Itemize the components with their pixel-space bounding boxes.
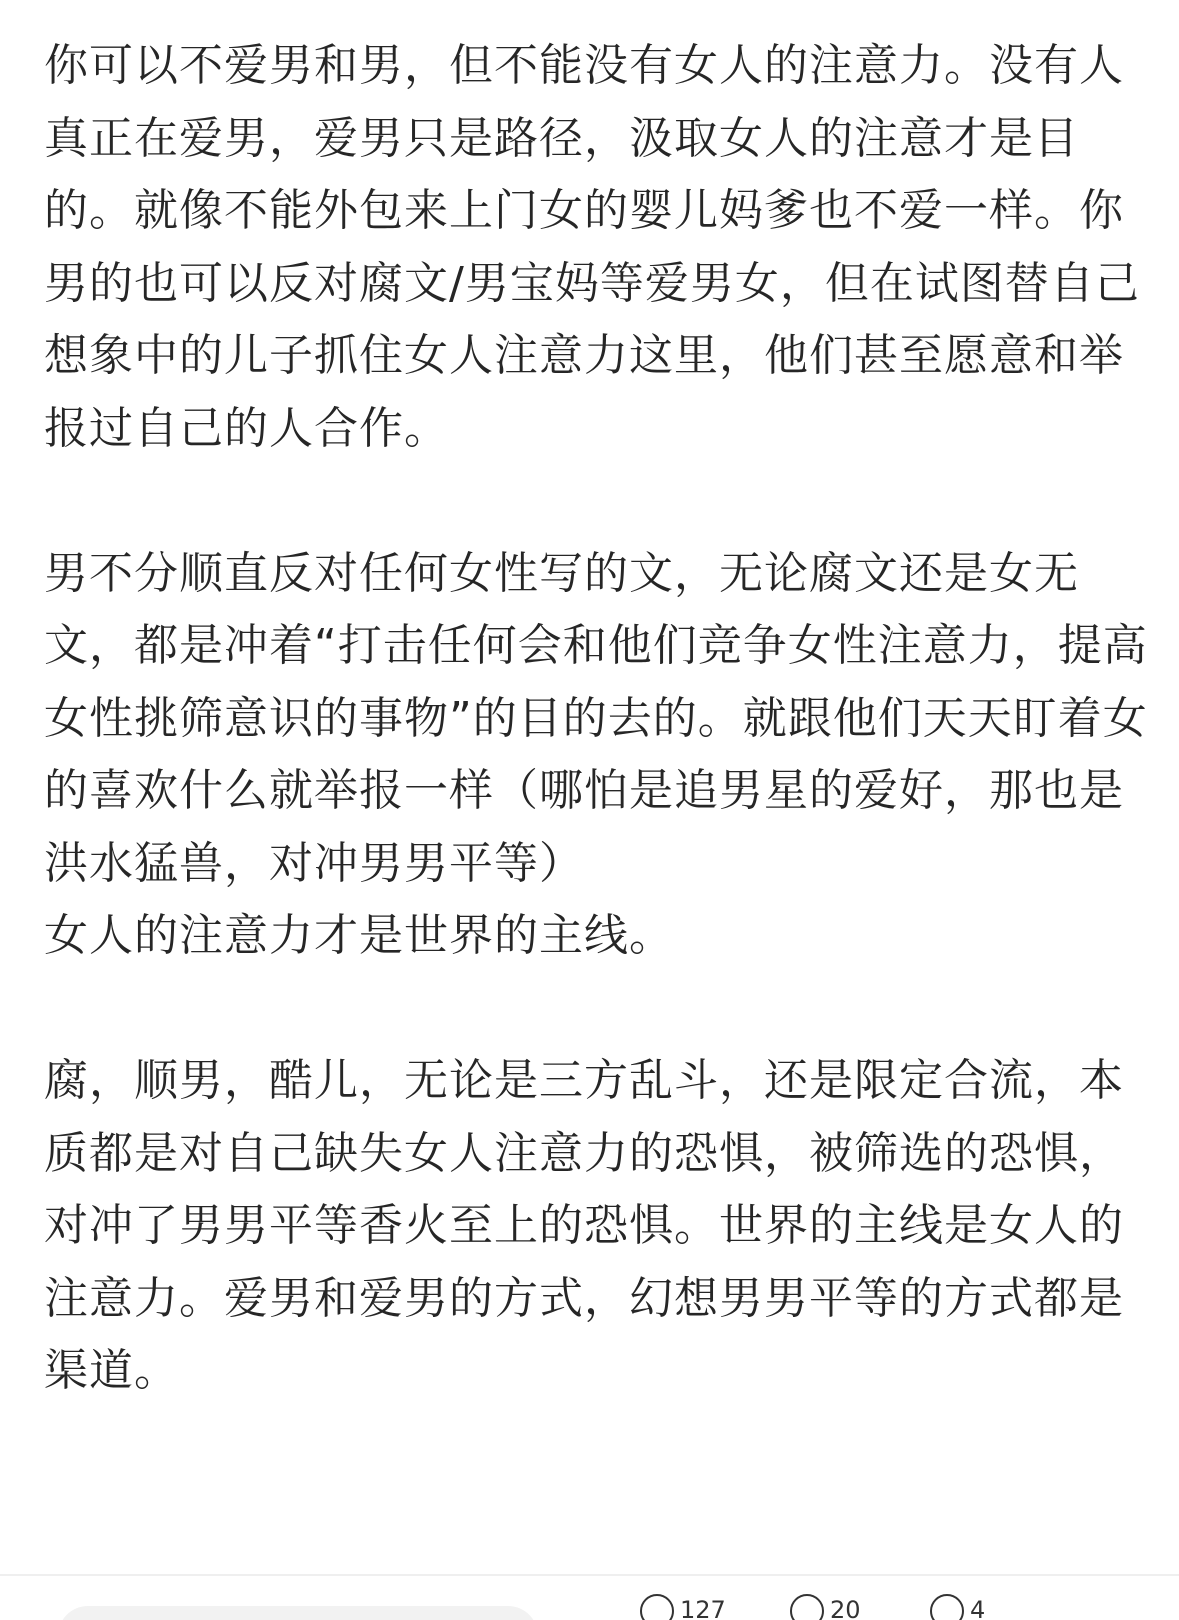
post-body	[44, 30, 1154, 1408]
share-stat[interactable]	[930, 1594, 985, 1620]
post-paragraph-2: 男不分顺直反对任何女性写的文，无论腐文还是女无文，都是冲着“打击任何会和他们竞争女性注意力，提高女性挑筛意识的事物”的目的去的。就跟他们天天盯着女的喜欢什么就举报一样（哪怕是追男星的爱好，那也是洪水猛兽，对冲男男平等）	[44, 547, 1148, 889]
comment-input-box[interactable]	[58, 1606, 538, 1620]
post-paragraph-3: 女人的注意力才是世界的主线。	[44, 910, 674, 961]
comment-stat[interactable]	[790, 1594, 861, 1620]
comment-count: 20	[830, 1596, 861, 1620]
post-paragraph-1: 你可以不爱男和男，但不能没有女人的注意力。没有人真正在爱男，爱男只是路径，汲取女人的注意才是目的。就像不能外包来上门女的婴儿妈爹也不爱一样。你男的也可以反对腐文/男宝妈等爱男女，但在试图替自己想象中的儿子抓住女人注意力这里，他们甚至愿意和举报过自己的人合作。	[44, 40, 1140, 454]
comment-icon	[790, 1594, 824, 1620]
paragraph-gap	[44, 973, 1154, 1046]
like-count: 127	[680, 1596, 726, 1620]
heart-icon	[640, 1594, 674, 1620]
post-paragraph-4: 腐，顺男，酷儿，无论是三方乱斗，还是限定合流，本质都是对自己缺失女人注意力的恐惧，被筛选的恐惧，对冲了男男平等香火至上的恐惧。世界的主线是女人的注意力。爱男和爱男的方式，幻想男男平等的方式都是渠道。	[44, 1055, 1124, 1396]
like-stat[interactable]	[640, 1594, 726, 1620]
share-count: 4	[970, 1596, 986, 1620]
paragraph-gap	[44, 465, 1154, 538]
share-icon	[930, 1594, 964, 1620]
bottom-action-bar	[0, 1576, 1179, 1620]
